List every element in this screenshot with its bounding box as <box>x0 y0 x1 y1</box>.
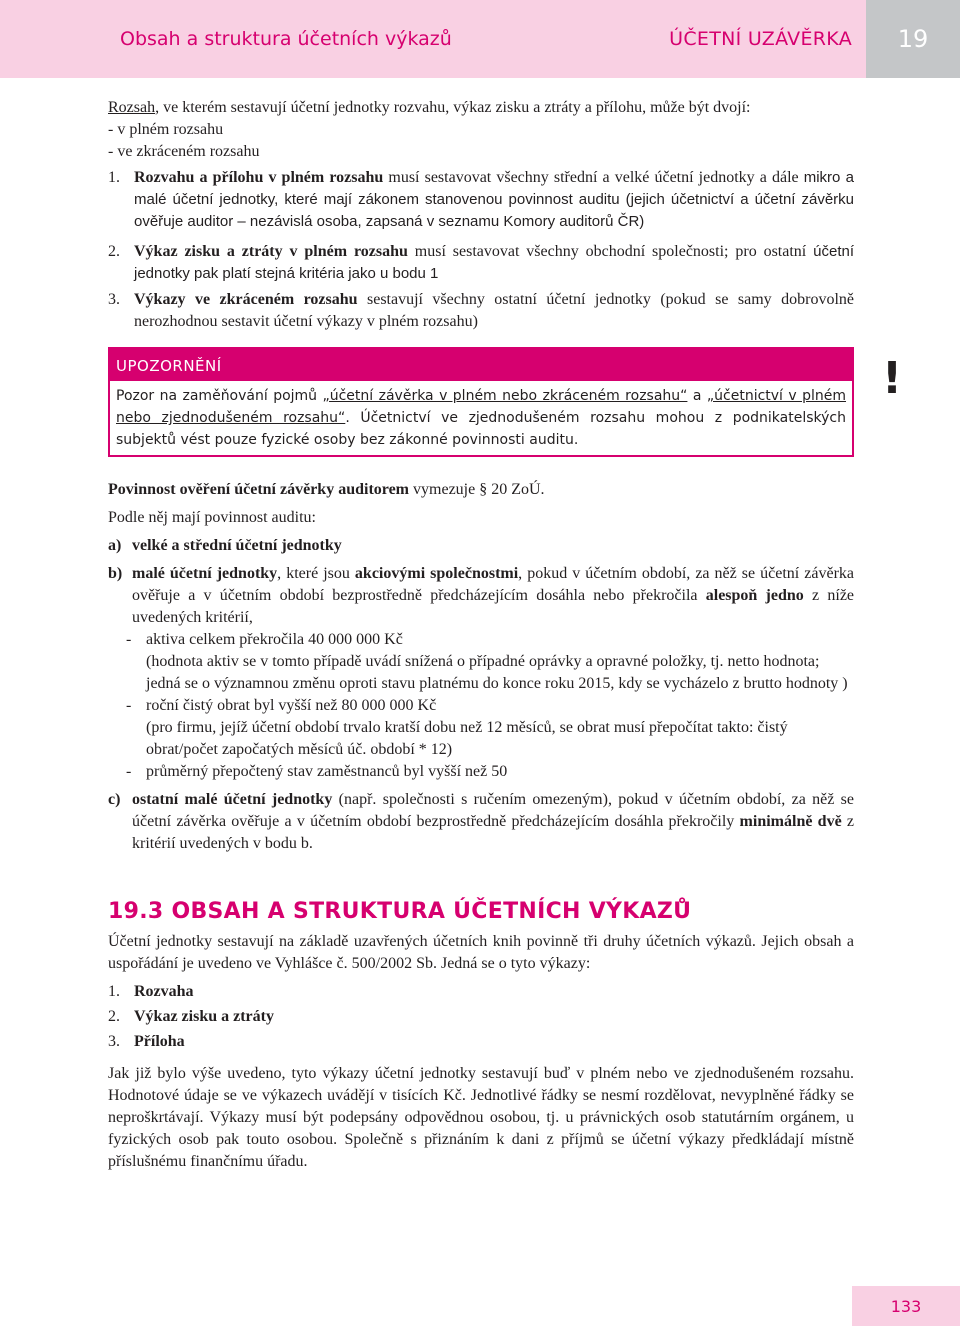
item-text: velké a střední účetní jednotky <box>132 537 342 554</box>
intro-rest: , ve kterém sestavují účetní jednotky rozvahu, výkaz zisku a ztráty a přílohu, může být dvojí: <box>155 99 751 116</box>
intro-line-3: - ve zkráceném rozsahu <box>108 143 260 160</box>
point-number: 2. <box>108 243 120 260</box>
item-label: c) <box>108 791 121 808</box>
item-label: b) <box>108 565 123 582</box>
point-2 <box>108 241 854 285</box>
chapter-number: 19 <box>866 0 960 78</box>
intro-line-2: - v plném rozsahu <box>108 121 224 138</box>
point-1 <box>108 167 854 233</box>
section-title: 19.3 OBSAH A STRUKTURA ÚČETNÍCH VÝKAZŮ <box>108 899 692 924</box>
audit-line-1 <box>108 479 854 501</box>
intro-line <box>108 97 854 119</box>
report-number: 2. <box>108 1008 120 1025</box>
criterion-3 <box>126 761 854 783</box>
warning-term-2: „účetnictví v plném nebo zjednodušeném rozsahu“ <box>116 388 847 426</box>
section-intro: Účetní jednotky sestavují na základě uzavřených účetních knih povinně tři druhy účetních výkazů. Jejich obsah a uspořádání je uvedeno ve Vyhlášce č. 500/2002 Sb. Jedná se o tyto výkazy: <box>108 933 854 972</box>
report-number: 3. <box>108 1033 120 1050</box>
point-text: musí sestavovat všechny střední a velké účetní jednotky a dále <box>383 169 799 186</box>
criterion-detail: (hodnota aktiv se v tomto případě uvádí snížená o případné oprávky a opravné položky, tj. netto hodnota; jedná se o významnou změnu oproti stavu platnému do konce roku 2015, kdy se vycházelo z brutto hodnoty ) <box>146 653 848 692</box>
item-label: a) <box>108 537 122 554</box>
warning-text: a <box>687 388 707 404</box>
exclamation-icon: ! <box>866 352 918 404</box>
criterion-head: aktiva celkem překročila 40 000 000 Kč <box>146 631 403 648</box>
item-bold: alespoň jedno <box>705 587 804 604</box>
intro-term: Rozsah <box>108 99 156 116</box>
report-2 <box>108 1006 854 1028</box>
criterion-1 <box>126 629 854 695</box>
warning-text: . Účetnictví ve zjednodušeném rozsahu mohou z podnikatelských subjektů vést pouze fyzické osoby bez zákonné povinnosti auditu. <box>116 410 846 448</box>
audit-text: vymezuje § 20 ZoÚ. <box>409 481 545 498</box>
audit-item-c <box>108 789 854 855</box>
item-text: (např. společnosti s ručením omezeným), pokud v účetním období, za něž se účetní závěrka ověřuje a v účetním období bezprostředně předcházejícím dosáhla překročily <box>132 791 855 830</box>
item-text: z kritérií uvedených v bodu b. <box>132 813 855 852</box>
page-number: 133 <box>852 1286 960 1326</box>
point-number: 3. <box>108 291 120 308</box>
point-text-sans: účetní jednotky pak platí stejná kritéria jako u bodu 1 <box>134 243 855 282</box>
audit-line-2: Podle něj mají povinnost auditu: <box>108 509 316 526</box>
point-number: 1. <box>108 169 120 186</box>
audit-item-b <box>108 563 854 629</box>
point-bold: Rozvahu a přílohu v plném rozsahu <box>134 169 384 186</box>
header-title: Obsah a struktura účetních výkazů <box>120 28 452 50</box>
item-text: , pokud v účetním období, za něž se účetní závěrka ověřuje a v účetním období bezprostředně předcházejícím dosáhla nebo překročila <box>132 565 854 604</box>
warning-body <box>110 381 852 455</box>
warning-heading: UPOZORNĚNÍ <box>110 349 852 381</box>
criterion-dash: - <box>126 697 132 714</box>
point-bold: Výkaz zisku a ztráty v plném rozsahu <box>134 243 408 260</box>
item-text: z níže uvedených kritérií, <box>132 587 855 626</box>
section-closing: Jak již bylo výše uvedeno, tyto výkazy účetní jednotky sestavují buď v plném nebo ve zjednodušeném rozsahu. Hodnotové údaje se ve výkazech uvádějí v tisících Kč. Jednotlivé řádky se nesmí rozdělovat, nevyplněné řádky se neproškrtávají. Výkazy musí být podepsány odpovědnou osobou, tj. u právnických osob statutárním orgánem, u fyzických osob pak touto osobou. Společně s přiznáním k dani z příjmů se účetní výkazy předkládají místně příslušnému finančnímu úřadu. <box>108 1065 854 1170</box>
report-3 <box>108 1031 854 1053</box>
point-text: musí sestavovat všechny obchodní společnosti; pro ostatní <box>407 243 807 260</box>
audit-item-a <box>108 535 854 557</box>
warning-term-1: „účetní závěrka v plném nebo zkráceném rozsahu“ <box>322 388 688 404</box>
warning-box <box>108 347 854 457</box>
report-label: Rozvaha <box>134 983 194 1000</box>
item-bold: malé účetní jednotky <box>132 565 278 582</box>
warning-text: Pozor na zaměňování pojmů <box>116 388 323 404</box>
item-bold: akciovými společnostmi <box>354 565 519 582</box>
page-content <box>108 97 854 1173</box>
criterion-dash: - <box>126 631 132 648</box>
criterion-head: roční čistý obrat byl vyšší než 80 000 000 Kč <box>146 697 437 714</box>
point-text: sestavují všechny ostatní účetní jednotky (pokud se samy dobrovolně nerozhodnou sestavit účetní výkazy v plném rozsahu) <box>134 291 854 330</box>
report-label: Příloha <box>134 1033 185 1050</box>
report-label: Výkaz zisku a ztráty <box>134 1008 274 1025</box>
point-text-sans: mikro a malé účetní jednotky, které mají zákonem stanovenou povinnost auditu (jejich účetnictví a účetní závěrku ověřuje auditor – nezávislá osoba, zapsaná v seznamu Komory auditorů ČR) <box>134 169 855 230</box>
point-3 <box>108 289 854 333</box>
criterion-2 <box>126 695 854 761</box>
criterion-dash: - <box>126 763 132 780</box>
item-bold: minimálně dvě <box>739 813 842 830</box>
page-header <box>0 0 866 78</box>
audit-bold: Povinnost ověření účetní závěrky auditorem <box>108 481 410 498</box>
report-1 <box>108 981 854 1003</box>
criterion-head: průměrný přepočtený stav zaměstnanců byl vyšší než 50 <box>146 763 508 780</box>
item-bold: ostatní malé účetní jednotky <box>132 791 333 808</box>
header-chapter: ÚČETNÍ UZÁVĚRKA <box>669 28 852 50</box>
criterion-detail: (pro firmu, jejíž účetní období trvalo kratší dobu než 12 měsíců, se obrat musí přepočítat takto: čistý obrat/počet započatých měsíců úč. období * 12) <box>146 719 788 758</box>
report-number: 1. <box>108 983 120 1000</box>
item-text: , které jsou <box>277 565 355 582</box>
point-bold: Výkazy ve zkráceném rozsahu <box>134 291 358 308</box>
